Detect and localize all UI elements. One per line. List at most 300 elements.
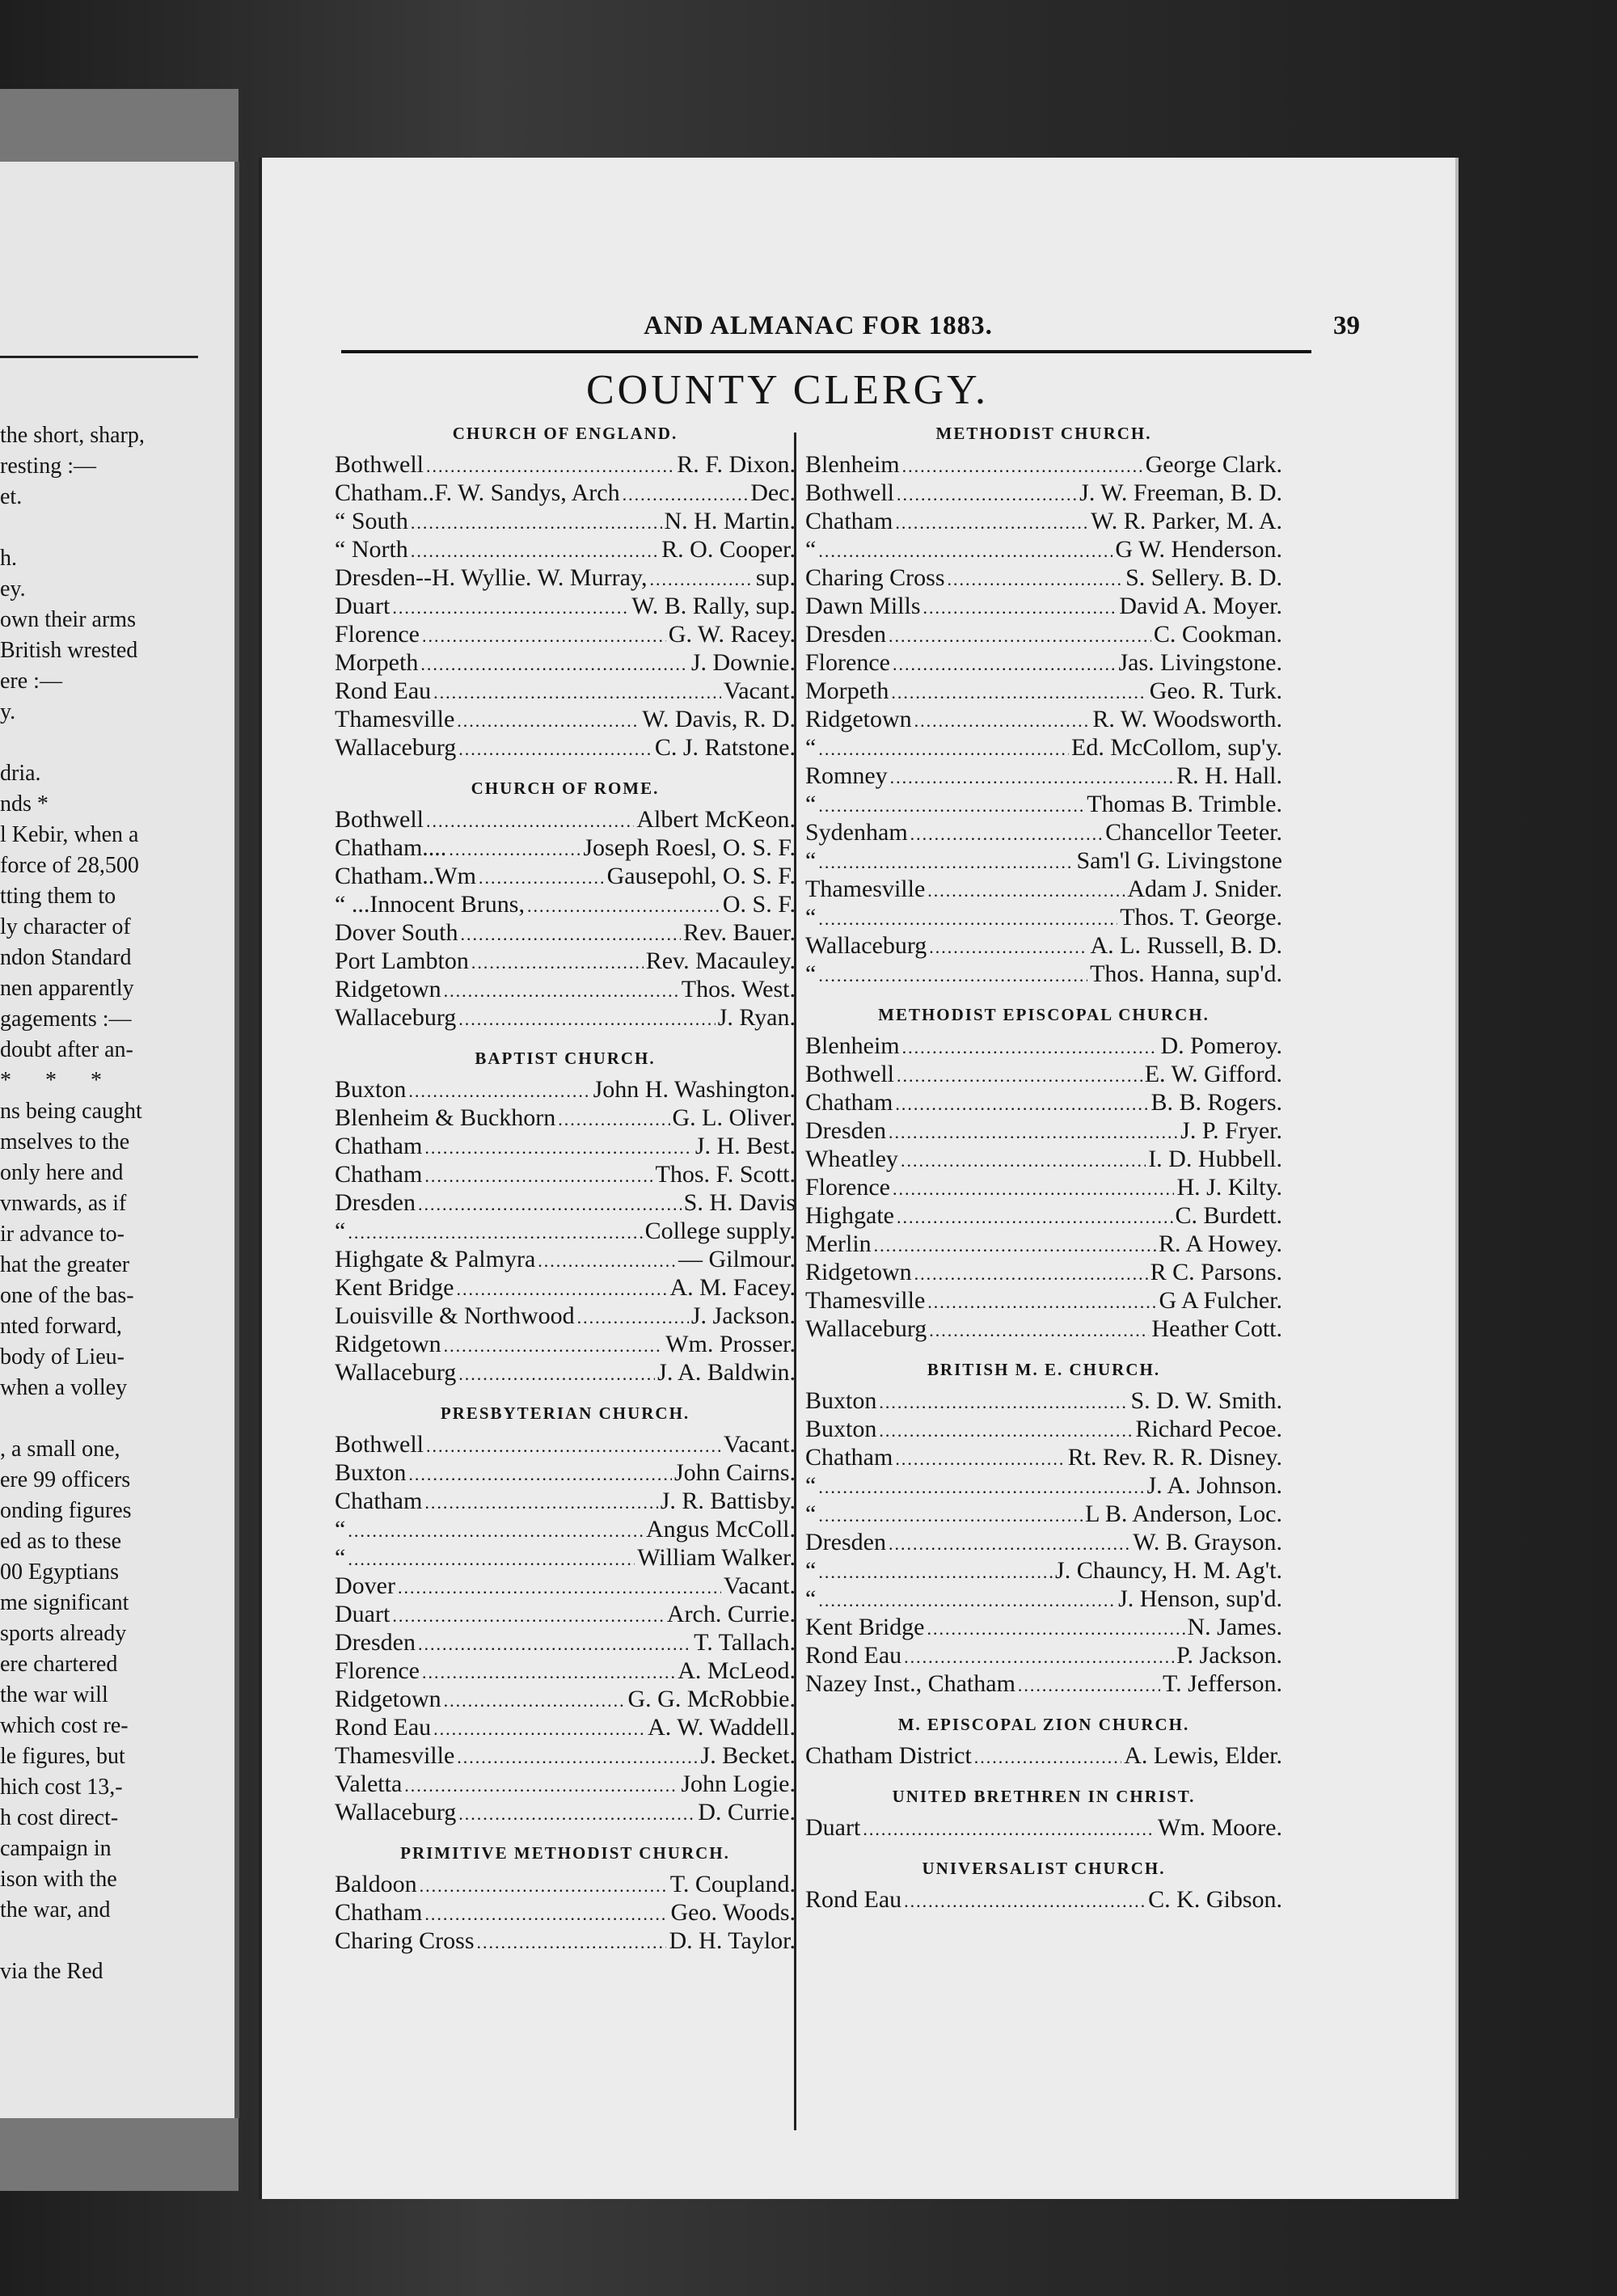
clergy-entry (335, 862, 796, 890)
entry-place: Chatham (805, 1444, 893, 1471)
leader-dots (818, 791, 1084, 820)
entry-clergyman: Heather Cott. (1151, 1315, 1282, 1342)
clergy-entry (335, 1273, 796, 1302)
entry-place: Wallaceburg (335, 1359, 457, 1386)
leader-dots (471, 948, 644, 977)
entry-clergyman: J. A. Baldwin. (657, 1359, 796, 1386)
entry-clergyman: W. Davis, R. D. (642, 706, 796, 732)
entry-clergyman: G A Fulcher. (1159, 1287, 1282, 1314)
left-page-line: h cost direct- (0, 1805, 119, 1830)
church-heading: UNIVERSALIST CHURCH. (922, 1859, 1166, 1878)
clergy-entry (805, 790, 1282, 818)
clergy-entry (335, 1657, 796, 1685)
entry-place: Louisville & Northwood (335, 1302, 575, 1329)
entry-place: Wallaceburg (335, 1799, 457, 1825)
entry-place: Wallaceburg (805, 1315, 927, 1342)
entry-clergyman: W. B. Grayson. (1133, 1529, 1282, 1555)
entry-clergyman: R. W. Woodsworth. (1092, 706, 1282, 732)
entry-place: Dawn Mills (805, 593, 921, 619)
clergy-entry (335, 1713, 796, 1741)
entry-clergyman: J. Downie. (690, 649, 796, 676)
church-section (335, 776, 796, 1041)
church-section (335, 421, 796, 771)
clergy-entry (335, 1741, 796, 1770)
left-page-line: tting them to (0, 884, 116, 909)
entry-clergyman: Vacant. (723, 677, 796, 704)
left-page-line: le figures, but (0, 1744, 125, 1769)
entry-clergyman: Geo. R. Turk. (1149, 677, 1282, 704)
left-page-line: hich cost 13,- (0, 1775, 123, 1800)
leader-dots (927, 1614, 1184, 1643)
entry-place: “ (805, 734, 817, 761)
leader-dots (895, 509, 1088, 537)
leader-dots (479, 863, 605, 892)
entry-clergyman: Wm. Prosser. (665, 1331, 796, 1357)
leader-dots (904, 1643, 1174, 1671)
leader-dots (411, 537, 659, 565)
entry-place: Duart (335, 1601, 391, 1627)
entry-clergyman: John H. Washington. (593, 1076, 796, 1103)
left-page-line: the war will (0, 1682, 108, 1707)
entry-place: “ (805, 1472, 817, 1499)
leader-dots (422, 1658, 675, 1686)
entry-clergyman: Thomas B. Trimble. (1087, 791, 1282, 817)
clergy-entry (335, 1685, 796, 1713)
left-page-text (0, 420, 234, 1987)
clergy-entry (335, 890, 796, 918)
entry-place: Thamesville (335, 706, 455, 732)
leader-dots (461, 920, 682, 948)
leader-dots (893, 1175, 1174, 1203)
entry-place: Dresden (805, 1529, 886, 1555)
entry-place: Dresden--H. Wyllie. W. Murray, (335, 564, 648, 591)
leader-dots (910, 820, 1103, 848)
left-page-line: resting :— (0, 454, 96, 479)
left-page-line: * * * (0, 1068, 102, 1093)
entry-place: “ (335, 1516, 346, 1543)
clergy-entry (335, 677, 796, 705)
leader-dots (889, 622, 1151, 650)
entry-clergyman: Gausepohl, O. S. F. (606, 863, 796, 889)
leader-dots (398, 1573, 721, 1602)
entry-clergyman: J. A. Johnson. (1146, 1472, 1282, 1499)
leader-dots (897, 1203, 1173, 1231)
clergy-entry (335, 1543, 796, 1572)
clergy-entry (335, 1075, 796, 1104)
entry-place: Blenheim (805, 1032, 900, 1059)
entry-place: Ridgetown (335, 1331, 441, 1357)
entry-clergyman: C. K. Gibson. (1148, 1886, 1282, 1913)
entry-place: Buxton (805, 1387, 877, 1414)
entry-clergyman: Thos. F. Scott. (655, 1161, 796, 1188)
leader-dots (818, 1473, 1144, 1501)
clergy-entry (335, 1188, 796, 1217)
entry-clergyman: J. Becket. (700, 1742, 796, 1769)
entry-clergyman: R. H. Hall. (1176, 762, 1282, 789)
clergy-entry (335, 1798, 796, 1826)
entry-clergyman: C. J. Ratstone. (654, 734, 796, 761)
left-page-line: sports already (0, 1621, 127, 1646)
clergy-entry (335, 1330, 796, 1358)
entry-place: Morpeth (805, 677, 889, 704)
entry-clergyman: J. H. Best. (695, 1133, 796, 1159)
entry-place: Duart (335, 593, 391, 619)
leader-dots (424, 1900, 668, 1928)
entry-clergyman: Vacant. (723, 1572, 796, 1599)
leader-dots (897, 1061, 1142, 1090)
entry-place: Buxton (805, 1416, 877, 1442)
entry-clergyman: A. Lewis, Elder. (1124, 1742, 1282, 1769)
leader-dots (974, 1743, 1121, 1771)
leader-dots (577, 1303, 689, 1332)
entry-place: Rond Eau (335, 677, 432, 704)
entry-clergyman: Rev. Macauley. (645, 948, 796, 974)
clergy-entry (805, 677, 1282, 705)
entry-place: “ (805, 904, 817, 931)
left-page-line (0, 1403, 234, 1434)
left-page-line: nen apparently (0, 976, 134, 1001)
clergy-entry (805, 1060, 1282, 1088)
left-page-line: ly character of (0, 914, 131, 939)
entry-clergyman: Thos. T. George. (1120, 904, 1282, 931)
clergy-entry (805, 479, 1282, 507)
left-page-line: l Kebir, when a (0, 822, 139, 847)
entry-clergyman: Ed. McCollom, sup'y. (1071, 734, 1282, 761)
entry-clergyman: sup. (755, 564, 796, 591)
entry-place: Ridgetown (335, 976, 441, 1002)
clergy-entry (805, 818, 1282, 846)
header-rule (341, 350, 1311, 353)
left-page-line: ndon Standard (0, 945, 132, 970)
entry-place: Chatham (805, 1089, 893, 1116)
entry-place: Thamesville (805, 876, 926, 902)
leader-dots (411, 509, 662, 537)
entry-place: Wheatley (805, 1146, 898, 1172)
leader-dots (404, 1771, 678, 1800)
entry-place: Bothwell (805, 1061, 894, 1087)
entry-place: Bothwell (805, 479, 894, 506)
entry-place: Bothwell (335, 1431, 424, 1458)
entry-clergyman: W. B. Rally, sup. (631, 593, 796, 619)
entry-clergyman: D. Pomeroy. (1160, 1032, 1282, 1059)
entry-place: “ South (335, 508, 408, 534)
leader-dots (879, 1388, 1128, 1416)
leader-dots (818, 905, 1117, 933)
entry-place: Charing Cross (805, 564, 945, 591)
entry-clergyman: Richard Pecoe. (1135, 1416, 1282, 1442)
entry-place: Highgate & Palmyra (335, 1246, 536, 1273)
clergy-entry (335, 563, 796, 592)
clergy-entry (335, 733, 796, 762)
clergy-entry (805, 648, 1282, 677)
clergy-entry (335, 450, 796, 479)
entry-place: Port Lambton (335, 948, 469, 974)
entry-clergyman: J. Henson, sup'd. (1118, 1585, 1282, 1612)
left-page-line: , a small one, (0, 1437, 120, 1462)
leader-dots (408, 1460, 672, 1488)
clergy-entry (805, 1032, 1282, 1060)
entry-clergyman: Albert McKeon. (636, 806, 796, 833)
church-heading: METHODIST CHURCH. (935, 424, 1152, 443)
left-page-line: ed as to these (0, 1529, 122, 1554)
clergy-entry (805, 1088, 1282, 1116)
clergy-entry (805, 1286, 1282, 1315)
entry-clergyman: P. Jackson. (1176, 1642, 1282, 1669)
left-page-line: ey. (0, 576, 26, 601)
church-heading: PRIMITIVE METHODIST CHURCH. (400, 1843, 730, 1863)
clergy-entry (805, 1386, 1282, 1415)
clergy-entry (805, 1145, 1282, 1173)
entry-place: “ (805, 847, 817, 874)
clergy-entry (335, 1430, 796, 1458)
leader-dots (392, 1602, 665, 1630)
clergy-entry (335, 1487, 796, 1515)
right-column (805, 416, 1282, 1927)
entry-clergyman: Sam'l G. Livingstone (1076, 847, 1282, 874)
entry-place: Blenheim (805, 451, 900, 478)
leader-dots (927, 1288, 1156, 1316)
church-heading: BAPTIST CHURCH. (475, 1049, 656, 1068)
clergy-entry (805, 1613, 1282, 1641)
entry-place: “ (805, 536, 817, 563)
entry-place: Bothwell (335, 806, 424, 833)
leader-dots (914, 1260, 1148, 1288)
clergy-entry (335, 1104, 796, 1132)
leader-dots (444, 1332, 664, 1360)
entry-place: Baldoon (335, 1871, 417, 1897)
entry-clergyman: Rev. Bauer. (683, 919, 796, 946)
entry-place: “ (805, 1557, 817, 1584)
clergy-entry (335, 1898, 796, 1927)
entry-place: Chatham..F. W. Sandys, Arch (335, 479, 620, 506)
entry-clergyman: Jas. Livingstone. (1118, 649, 1282, 676)
entry-place: Florence (335, 1657, 420, 1684)
leader-dots (527, 892, 720, 920)
entry-clergyman: R. F. Dixon. (677, 451, 796, 478)
right-page (259, 158, 1459, 2199)
leader-dots (902, 1033, 1159, 1061)
church-section (335, 1401, 796, 1836)
clergy-entry (805, 620, 1282, 648)
clergy-entry (805, 1230, 1282, 1258)
entry-place: Chatham (335, 1899, 423, 1926)
left-page-line: the short, sharp, (0, 423, 145, 448)
left-page-line: nds * (0, 791, 49, 817)
leader-dots (891, 678, 1146, 707)
church-heading: M. EPISCOPAL ZION CHURCH. (897, 1715, 1190, 1734)
leader-dots (420, 1872, 668, 1900)
leader-dots (914, 707, 1091, 735)
entry-clergyman: College supply. (644, 1218, 796, 1244)
left-page-line: y. (0, 699, 16, 724)
entry-clergyman: W. R. Parker, M. A. (1091, 508, 1282, 534)
entry-clergyman: I. D. Hubbell. (1148, 1146, 1282, 1172)
leader-dots (889, 1118, 1178, 1146)
church-section (335, 1046, 796, 1396)
left-page-line: the war, and (0, 1897, 111, 1922)
entry-clergyman: B. B. Rogers. (1150, 1089, 1282, 1116)
entry-clergyman: R. A Howey. (1158, 1230, 1282, 1257)
leader-dots (558, 1105, 669, 1133)
entry-clergyman: Geo. Woods. (670, 1899, 796, 1926)
clergy-entry (805, 1585, 1282, 1613)
entry-place: Thamesville (805, 1287, 926, 1314)
church-heading: CHURCH OF ENGLAND. (452, 424, 678, 443)
clergy-entry (805, 875, 1282, 903)
entry-place: “ ...Innocent Bruns, (335, 891, 525, 918)
entry-place: Dresden (335, 1629, 416, 1656)
left-page-line: vnwards, as if (0, 1191, 127, 1216)
left-page-line: own their arms (0, 607, 136, 632)
clergy-entry (805, 592, 1282, 620)
church-section (335, 1841, 796, 1965)
left-page-line: 00 Egyptians (0, 1560, 119, 1585)
leader-dots (897, 480, 1077, 509)
clergy-entry (335, 1770, 796, 1798)
leader-dots (895, 1445, 1065, 1473)
entry-place: Wallaceburg (335, 1004, 457, 1031)
leader-dots (649, 565, 753, 593)
clergy-entry (335, 1302, 796, 1330)
leader-dots (895, 1090, 1148, 1118)
entry-place: Thamesville (335, 1742, 455, 1769)
clergy-entry (335, 947, 796, 975)
leader-dots (458, 1360, 655, 1388)
entry-place: Ridgetown (805, 1259, 912, 1285)
entry-clergyman: J. R. Battisby. (660, 1488, 796, 1514)
entry-place: Kent Bridge (335, 1274, 454, 1301)
leader-dots (433, 1715, 645, 1743)
church-section (805, 1357, 1282, 1707)
entry-clergyman: D. Currie. (698, 1799, 796, 1825)
leader-dots (426, 452, 674, 480)
entry-place: Chatham (335, 1488, 423, 1514)
entry-place: Romney (805, 762, 888, 789)
leader-dots (458, 735, 652, 763)
left-page-line: ere 99 officers (0, 1467, 131, 1492)
church-section (805, 1712, 1282, 1779)
leader-dots (863, 1815, 1155, 1843)
entry-place: Nazey Inst., Chatham (805, 1670, 1015, 1697)
clergy-entry (335, 1927, 796, 1955)
entry-clergyman: William Walker. (637, 1544, 796, 1571)
leader-dots (348, 1218, 642, 1247)
clergy-entry (805, 733, 1282, 762)
leader-dots (418, 1190, 682, 1218)
entry-place: Blenheim & Buckhorn (335, 1104, 556, 1131)
leader-dots (444, 1686, 626, 1715)
leader-dots (818, 848, 1074, 876)
left-page-line: et. (0, 484, 23, 509)
church-heading: UNITED BRETHREN IN CHRIST. (892, 1787, 1196, 1806)
left-page-line: dria. (0, 761, 41, 786)
left-page-line: British wrested (0, 638, 138, 663)
entry-clergyman: Thos. West. (681, 976, 796, 1002)
entry-clergyman: Thos. Hanna, sup'd. (1090, 960, 1282, 987)
leader-dots (348, 1517, 644, 1545)
entry-clergyman: Dec. (750, 479, 796, 506)
left-page-line: me significant (0, 1590, 129, 1615)
clergy-entry (805, 762, 1282, 790)
entry-place: Chatham (805, 508, 893, 534)
entry-place: Charing Cross (335, 1927, 475, 1954)
church-heading: PRESBYTERIAN CHURCH. (440, 1403, 690, 1423)
leader-dots (929, 1316, 1149, 1344)
entry-clergyman: George Clark. (1145, 451, 1282, 478)
entry-place: Dover (335, 1572, 395, 1599)
leader-dots (477, 1928, 667, 1956)
clergy-entry (805, 1813, 1282, 1842)
entry-clergyman: L B. Anderson, Loc. (1085, 1500, 1282, 1527)
entry-clergyman: T. Tallach. (694, 1629, 796, 1656)
leader-dots (818, 1501, 1083, 1530)
left-page-line: via the Red (0, 1959, 103, 1984)
clergy-entry (335, 1458, 796, 1487)
left-page-line: ere :— (0, 669, 62, 694)
leader-dots (422, 622, 666, 650)
entry-place: Chatham.... (335, 834, 447, 861)
entry-place: Rond Eau (805, 1642, 902, 1669)
left-page-line: ere chartered (0, 1652, 118, 1677)
entry-place: Rond Eau (335, 1714, 432, 1741)
left-page-line (0, 1926, 234, 1956)
page-number: 39 (1333, 311, 1360, 340)
left-column (335, 416, 796, 1968)
leader-dots (457, 707, 640, 735)
leader-dots (889, 1530, 1130, 1558)
clergy-entry (335, 592, 796, 620)
entry-clergyman: — Gilmour. (678, 1246, 796, 1273)
entry-clergyman: Joseph Roesl, O. S. F. (583, 834, 796, 861)
entry-place: Chatham (335, 1133, 423, 1159)
left-page-line: hat the greater (0, 1252, 130, 1277)
entry-clergyman: R C. Parsons. (1150, 1259, 1282, 1285)
entry-place: Florence (805, 649, 890, 676)
clergy-entry (335, 705, 796, 733)
leader-dots (818, 1586, 1116, 1614)
left-page-line: mselves to the (0, 1129, 130, 1154)
entry-clergyman: S. H. Davis (683, 1189, 796, 1216)
leader-dots (424, 1133, 693, 1162)
church-section (805, 1784, 1282, 1851)
entry-place: Ridgetown (335, 1686, 441, 1712)
entry-clergyman: Wm. Moore. (1157, 1814, 1282, 1841)
clergy-entry (805, 1116, 1282, 1145)
clergy-entry (335, 1358, 796, 1386)
leader-dots (818, 961, 1087, 990)
clergy-entry (335, 620, 796, 648)
leader-dots (1018, 1671, 1160, 1699)
clergy-entry (805, 1528, 1282, 1556)
leader-dots (904, 1887, 1146, 1915)
clergy-entry (805, 960, 1282, 988)
entry-clergyman: Arch. Currie. (666, 1601, 796, 1627)
church-section (805, 1856, 1282, 1923)
entry-place: Merlin (805, 1230, 872, 1257)
leader-dots (818, 1558, 1053, 1586)
leader-dots (433, 678, 721, 707)
clergy-entry (335, 1870, 796, 1898)
entry-clergyman: H. J. Kilty. (1176, 1174, 1282, 1201)
entry-clergyman: G. W. Racey. (668, 621, 796, 648)
leader-dots (818, 735, 1069, 763)
leader-dots (420, 650, 689, 678)
leader-dots (458, 1005, 715, 1033)
entry-clergyman: G. G. McRobbie. (627, 1686, 796, 1712)
left-page-line: when a volley (0, 1375, 128, 1400)
entry-place: Wallaceburg (335, 734, 457, 761)
clergy-entry (805, 1885, 1282, 1914)
